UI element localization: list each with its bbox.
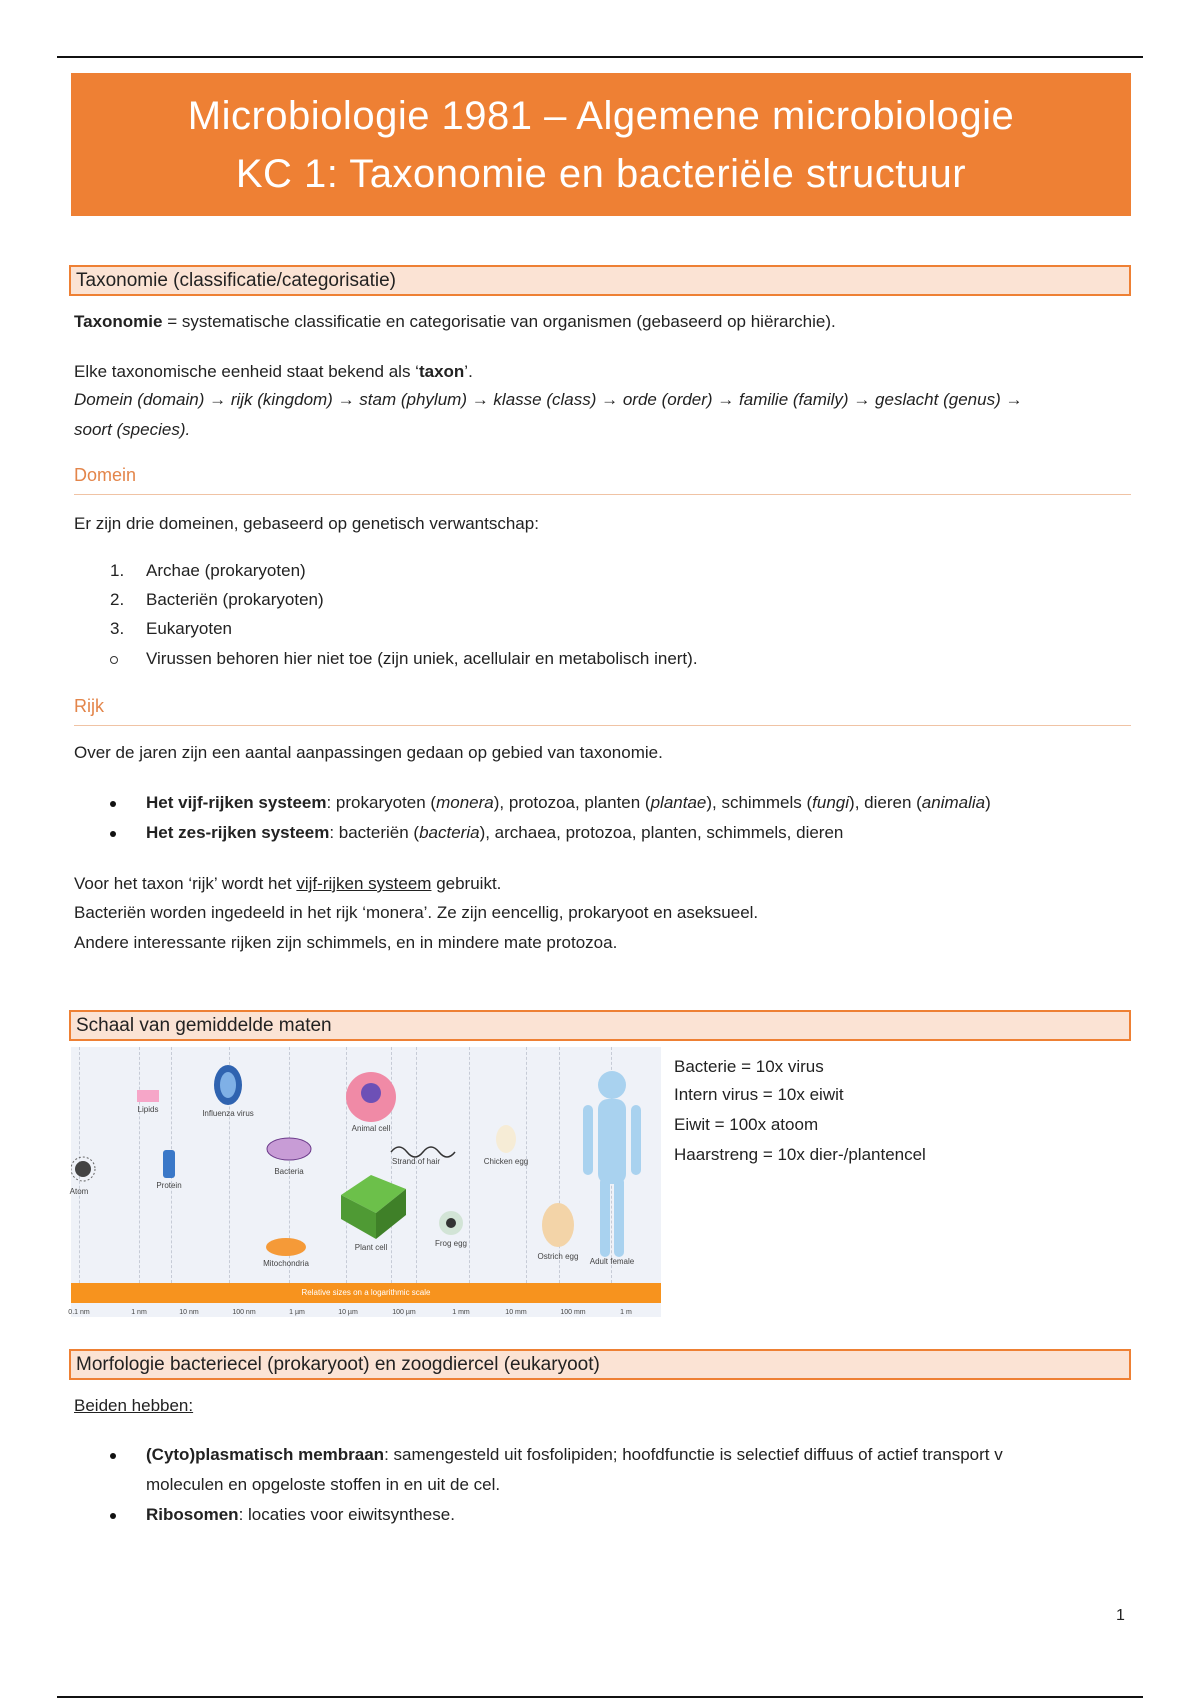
chicken-egg-icon — [496, 1125, 516, 1153]
plant-cell-icon — [341, 1175, 406, 1239]
five-text-h: animalia — [921, 793, 986, 812]
circle-bullet-icon — [110, 645, 134, 673]
five-text-e: ), schimmels ( — [706, 793, 813, 812]
title-line-2: KC 1: Taxonomie en bacteriële structuur — [235, 152, 967, 196]
subheading-domein: Domein — [74, 465, 1131, 495]
taxon-post: ’. — [464, 362, 473, 381]
ribosomes-text: : locaties voor eiwitsynthese. — [238, 1505, 455, 1524]
rijk-intro: Over de jaren zijn een aantal aanpassingen gedaan op gebied van taxonomie. — [74, 743, 663, 762]
scale-fact: Eiwit = 100x atoom — [674, 1115, 819, 1134]
protein-icon — [163, 1150, 175, 1178]
label-ostrich-egg: Ostrich egg — [537, 1252, 579, 1261]
list-item-text: Eukaryoten — [146, 619, 232, 638]
both-have-label — [74, 1391, 193, 1420]
list-item-text: Archae (prokaryoten) — [146, 561, 306, 580]
hair-icon — [391, 1147, 455, 1157]
frog-egg-icon — [439, 1211, 463, 1235]
label-chicken-egg: Chicken egg — [483, 1157, 529, 1166]
five-text-b: monera — [436, 793, 494, 812]
taxonomie-def-text: = systematische classificatie en categorisatie van organismen (gebaseerd op hiërarchie). — [162, 312, 836, 331]
scale-fact: Intern virus = 10x eiwit — [674, 1085, 844, 1104]
tick-label: 1 m — [620, 1309, 632, 1316]
animal-cell-icon — [346, 1072, 396, 1122]
five-text-a: : prokaryoten ( — [326, 793, 437, 812]
taxon-word: taxon — [418, 362, 465, 381]
five-text-g: ), dieren ( — [849, 793, 922, 812]
label-plant-cell: Plant cell — [354, 1243, 388, 1252]
hierarchy-line-1: Domein (domain) → rijk (kingdom) → stam (phylum) → klasse (class) → orde (order) → familie (family) → geslacht (genus) → — [74, 390, 1023, 409]
bullet-icon — [110, 1441, 134, 1469]
hierarchy-line-2: soort (species). — [74, 420, 191, 439]
tick-label: 10 µm — [338, 1309, 358, 1316]
scale-fact: Haarstreng = 10x dier-/plantencel — [674, 1145, 926, 1164]
taxon-pre: Elke taxonomische eenheid staat bekend als ‘ — [74, 362, 419, 381]
label-frog-egg: Frog egg — [434, 1239, 468, 1248]
label-hair: Strand of hair — [391, 1157, 441, 1166]
page-number: 1 — [1116, 1607, 1125, 1624]
subheading-rijk: Rijk — [74, 696, 1131, 726]
tick-label: 1 µm — [289, 1309, 305, 1316]
six-kingdom-term: Het zes-rijken systeem — [146, 823, 330, 842]
section-heading-morfologie: Morfologie bacteriecel (prokaryoot) en zoogdiercel (eukaryoot) — [69, 1349, 1131, 1380]
ostrich-egg-icon — [542, 1203, 574, 1247]
six-text-b: bacteria — [419, 823, 480, 842]
label-animal-cell: Animal cell — [351, 1124, 391, 1133]
taxon-paragraph — [74, 357, 473, 386]
list-marker: 3. — [110, 619, 125, 638]
rijk-para-3: Andere interessante rijken zijn schimmels, en in mindere mate protozoa. — [74, 933, 618, 952]
membrane-text-1: : samengesteld uit fosfolipiden; hoofdfunctie is selectief diffuus of actief transport v — [384, 1445, 1003, 1464]
tick-label: 0.1 nm — [68, 1309, 90, 1316]
both-have-text: Beiden hebben: — [74, 1396, 194, 1415]
label-atom: Atom — [69, 1187, 89, 1196]
six-text-c: ), archaea, protozoa, planten, schimmels, dieren — [479, 823, 844, 842]
rijk-para-2: Bacteriën worden ingedeeld in het rijk ‘monera’. Ze zijn eencellig, prokaryoot en aseksueel. — [74, 903, 759, 922]
five-kingdom-term: Het vijf-rijken systeem — [146, 793, 327, 812]
tick-label: 10 mm — [505, 1309, 527, 1316]
label-adult-female: Adult female — [589, 1257, 635, 1266]
mitochondria-icon — [266, 1238, 306, 1256]
bullet-icon — [110, 789, 134, 817]
para1-post: gebruikt. — [431, 874, 502, 893]
tick-label: 1 nm — [131, 1309, 147, 1316]
top-rule — [57, 56, 1143, 58]
tick-label: 1 mm — [452, 1309, 470, 1316]
membrane-text-2: moleculen en opgeloste stoffen in en uit de cel. — [146, 1475, 501, 1494]
label-virus: Influenza virus — [202, 1109, 254, 1118]
label-lipids: Lipids — [137, 1105, 159, 1114]
list-item-text: Bacteriën (prokaryoten) — [146, 590, 324, 609]
bacteria-icon — [267, 1138, 311, 1160]
tick-label: 100 nm — [232, 1309, 256, 1316]
title-line-1: Microbiologie 1981 – Algemene microbiologie — [187, 94, 1015, 138]
lipids-icon — [137, 1090, 159, 1102]
adult-female-icon — [583, 1071, 641, 1257]
scale-figure — [68, 1047, 661, 1317]
tick-label: 100 µm — [392, 1309, 416, 1316]
tick-label: 10 nm — [179, 1309, 199, 1316]
five-text-d: plantae — [650, 793, 707, 812]
list-marker: 2. — [110, 590, 125, 609]
bullet-icon — [110, 819, 134, 847]
bullet-icon — [110, 1501, 134, 1529]
taxonomie-term: Taxonomie — [74, 312, 163, 331]
membrane-term: (Cyto)plasmatisch membraan — [146, 1445, 385, 1464]
virus-icon — [214, 1065, 242, 1105]
domein-intro: Er zijn drie domeinen, gebaseerd op genetisch verwantschap: — [74, 514, 539, 533]
five-text-f: fungi — [812, 793, 850, 812]
tick-label: 100 mm — [560, 1309, 586, 1316]
label-protein: Protein — [156, 1181, 182, 1190]
para1-underlined: vijf-rijken systeem — [296, 874, 432, 893]
label-bacteria: Bacteria — [274, 1167, 304, 1176]
label-mitochondria: Mitochondria — [263, 1259, 309, 1268]
six-text-a: : bacteriën ( — [329, 823, 420, 842]
atom-icon — [71, 1157, 95, 1181]
scale-bar: Relative sizes on a logarithmic scale — [71, 1283, 661, 1303]
bottom-rule — [57, 1696, 1143, 1698]
section-heading-taxonomie: Taxonomie (classificatie/categorisatie) — [69, 265, 1131, 296]
taxonomie-definition — [74, 307, 836, 336]
section-heading-schaal: Schaal van gemiddelde maten — [69, 1010, 1131, 1041]
five-text-i: ) — [985, 793, 991, 812]
para1-pre: Voor het taxon ‘rijk’ wordt het — [74, 874, 297, 893]
domein-note-text: Virussen behoren hier niet toe (zijn uniek, acellulair en metabolisch inert). — [146, 649, 698, 668]
rijk-para-1 — [74, 869, 501, 898]
title-banner — [71, 73, 1131, 216]
scale-fact: Bacterie = 10x virus — [674, 1057, 824, 1076]
ribosomes-term: Ribosomen — [146, 1505, 239, 1524]
list-marker: 1. — [110, 561, 125, 580]
five-text-c: ), protozoa, planten ( — [493, 793, 651, 812]
